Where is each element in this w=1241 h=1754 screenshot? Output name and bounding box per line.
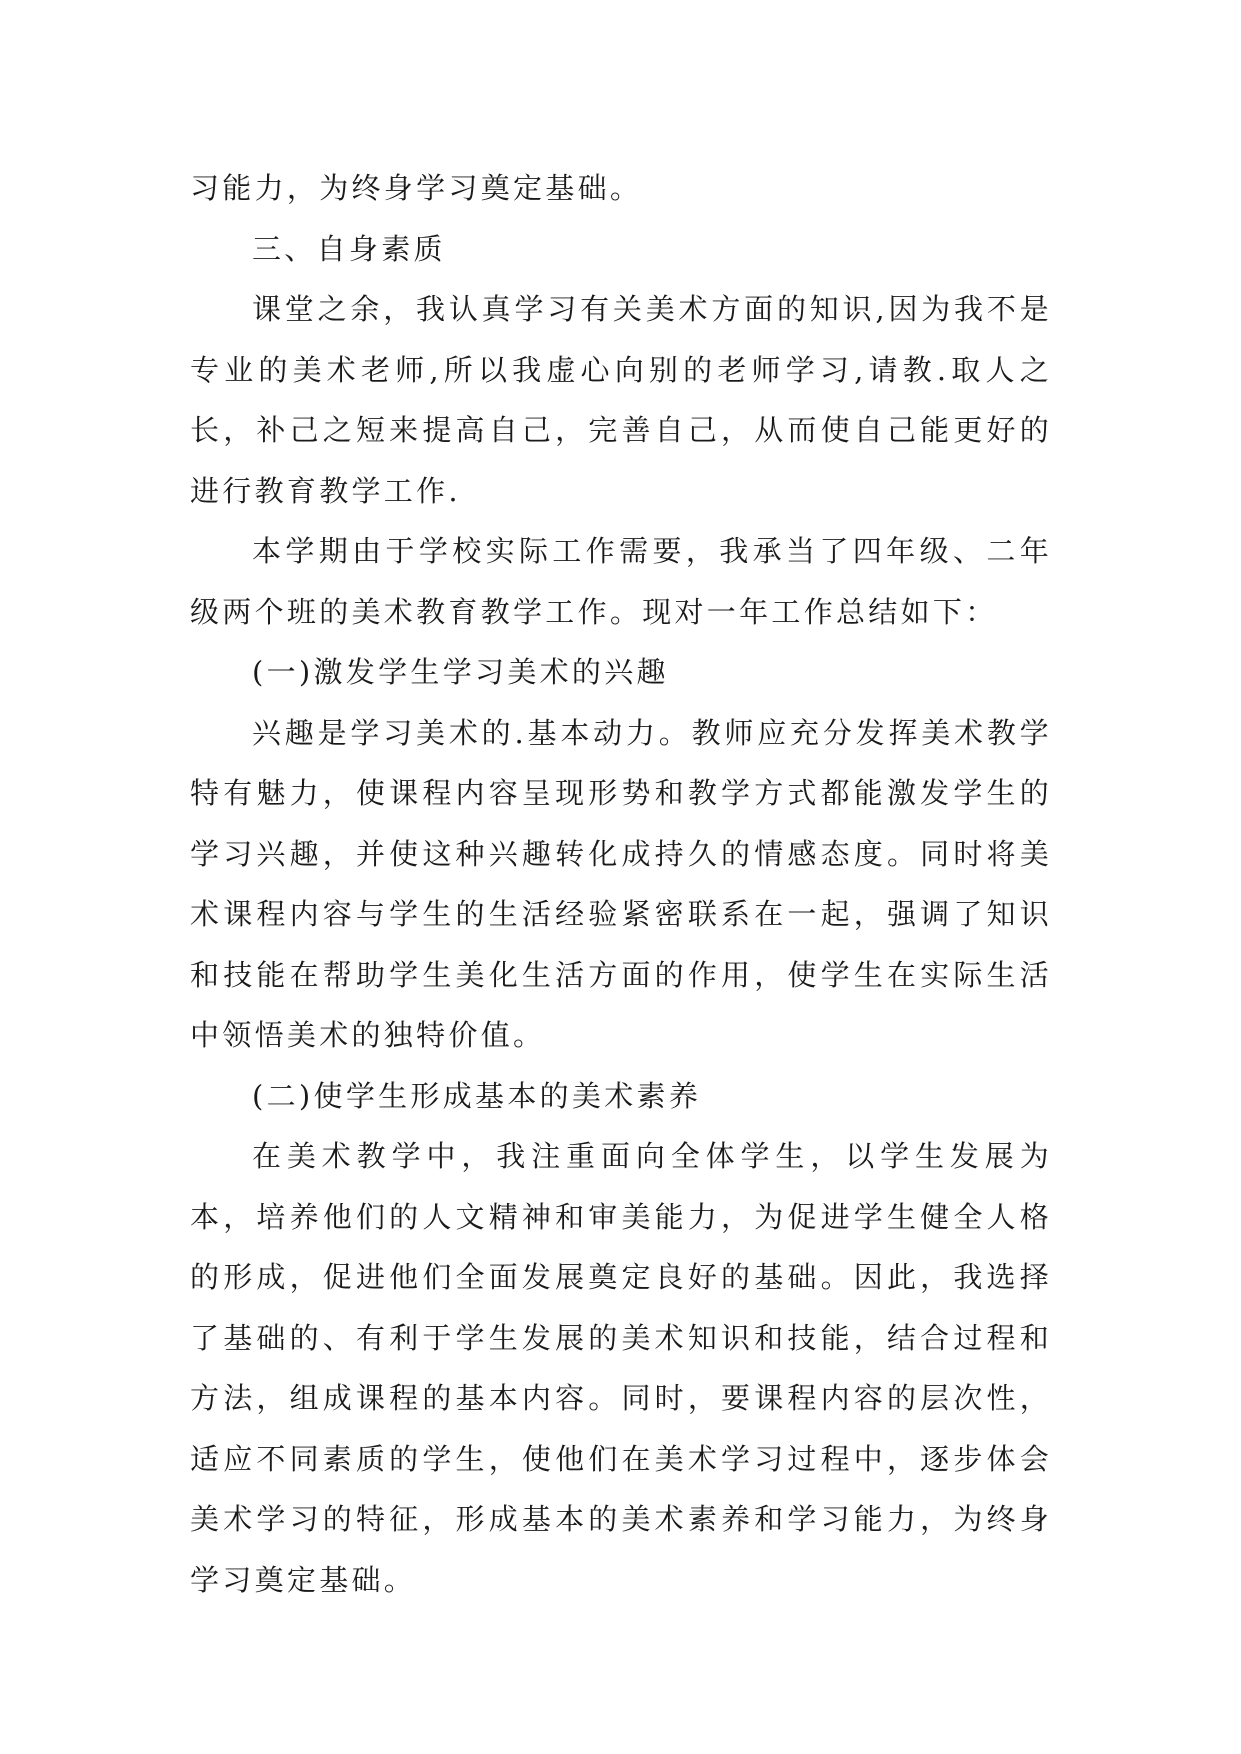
- paragraph-literacy: 在美术教学中，我注重面向全体学生，以学生发展为本，培养他们的人文精神和审美能力，为促进学生健全人格的形成，促进他们全面发展奠定良好的基础。因此，我选择了基础的、有利于学生发展的美术知识和技能，结合过程和方法，组成课程的基本内容。同时，要课程内容的层次性，适应不同素质的学生，使他们在美术学习过程中，逐步体会美术学习的特征，形成基本的美术素养和学习能力，为终身学习奠定基础。: [190, 1139, 1052, 1597]
- paragraph-continuation: 习能力，为终身学习奠定基础。: [190, 171, 643, 205]
- paragraph-self-study: 课堂之余，我认真学习有关美术方面的知识,因为我不是专业的美术老师,所以我虚心向别的老师学习,请教.取人之长，补己之短来提高自己，完善自己，从而使自己能更好的进行教育教学工作.: [190, 292, 1052, 508]
- paragraph-interest: 兴趣是学习美术的.基本动力。教师应充分发挥美术教学特有魅力，使课程内容呈现形势和教学方式都能激发学生的学习兴趣，并使这种兴趣转化成持久的情感态度。同时将美术课程内容与学生的生活经验紧密联系在一起，强调了知识和技能在帮助学生美化生活方面的作用，使学生在实际生活中领悟美术的独特价值。: [190, 715, 1052, 1052]
- paragraph-semester-work: 本学期由于学校实际工作需要，我承当了四年级、二年级两个班的美术教育教学工作。现对一年工作总结如下：: [190, 534, 1052, 629]
- section-heading-self-quality: 三、自身素质: [252, 231, 446, 266]
- subheading-interest: (一)激发学生学习美术的兴趣: [252, 655, 669, 689]
- subheading-literacy: (二)使学生形成基本的美术素养: [252, 1078, 702, 1113]
- document-body: [190, 158, 1052, 1610]
